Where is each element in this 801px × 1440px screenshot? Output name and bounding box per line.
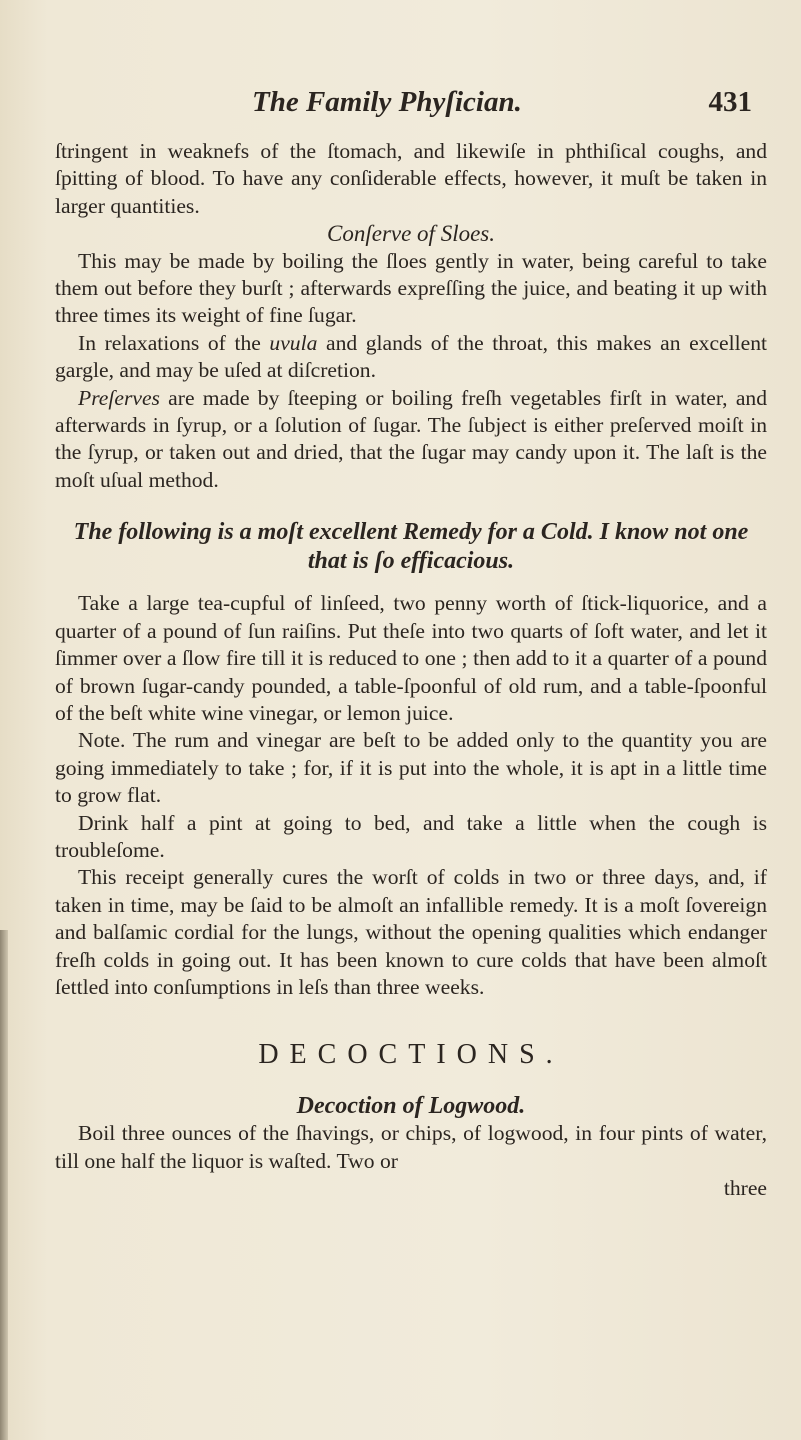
heading-remedy-for-cold: The following is a moſt excellent Remedy for a Cold. I know not one that is ſo efficacious. <box>73 519 749 575</box>
section-title-decoctions: DECOCTIONS. <box>258 1039 564 1071</box>
spacer <box>55 1001 767 1041</box>
paragraph-conserve: This may be made by boiling the ſloes gently in water, being careful to take them out before they burſt ; afterwards expreſſing the juice, and beating it up with three times its weight of fine ſugar. <box>55 248 767 328</box>
paragraph-receipt: This receipt generally cures the worſt of colds in two or three days, and, if taken in time, may be ſaid to be almoſt an infallible remedy. It is a moſt ſovereign and balſamic cordial for the lungs, without the opening qualities which endanger freſh colds in going out. It has been known to cure colds that have been almoſt ſettled into conſumptions in leſs than three weeks. <box>55 865 767 999</box>
relaxations-text-end: and glands of the throat, this makes an excellent gargle, and may be uſed at diſcretion. <box>55 330 768 383</box>
page-header <box>252 86 752 126</box>
relaxations-text-start: In relaxations of the <box>78 330 270 355</box>
text-column <box>55 138 767 1202</box>
heading-conserve-of-sloes: Conſerve of Sloes. <box>327 221 495 247</box>
page-number: 431 <box>708 86 752 118</box>
preserves-text: are made by ſteeping or boiling freſh vegetables firſt in water, and afterwards in ſyrup, or a ſolution of ſugar. The ſubject is either preſerved moiſt in the ſyrup, or taken out and dried, that the ſugar may candy upon it. The laſt is the moſt uſual method. <box>55 385 767 492</box>
paragraph-opening: ſtringent in weaknefs of the ſtomach, and likewiſe in phthiſical coughs, and ſpitting of blood. To have any conſiderable effects, however, it muſt be taken in larger quantities. <box>55 139 767 218</box>
paragraph-logwood: Boil three ounces of the ſhavings, or chips, of logwood, in four pints of water, till one half the liquor is waſted. Two or <box>55 1121 767 1173</box>
paragraph-relaxations <box>55 330 767 385</box>
spacer <box>55 576 767 590</box>
spacer <box>55 494 767 518</box>
paragraph-note: Note. The rum and vinegar are beſt to be added only to the quantity you are going immediately to take ; for, if it is put into the whole, it is apt in a little time to grow flat. <box>55 728 767 808</box>
running-title: The Family Phyſician. <box>252 86 522 118</box>
uvula-term: uvula <box>269 330 318 355</box>
paragraph-take: Take a large tea-cupful of linſeed, two penny worth of ſtick-liquorice, and a quarter of a pound of ſun raiſins. Put theſe into two quarts of ſoft water, and let it ſimmer over a ſlow fire till it is reduced to one ; then add to it a quarter of a pound of brown ſugar-candy pounded, a table-ſpoonful of old rum, and a table-ſpoonful of the beſt white wine vinegar, or lemon juice. <box>55 591 767 725</box>
paragraph-drink: Drink half a pint at going to bed, and take a little when the cough is troubleſome. <box>55 810 767 862</box>
page-gutter-shadow <box>0 930 8 1440</box>
spacer <box>55 1069 767 1093</box>
preserves-term: Preſerves <box>78 385 160 410</box>
paragraph-preserves <box>55 385 767 495</box>
heading-decoction-of-logwood: Decoction of Logwood. <box>296 1092 526 1119</box>
catchword: three <box>723 1176 767 1200</box>
